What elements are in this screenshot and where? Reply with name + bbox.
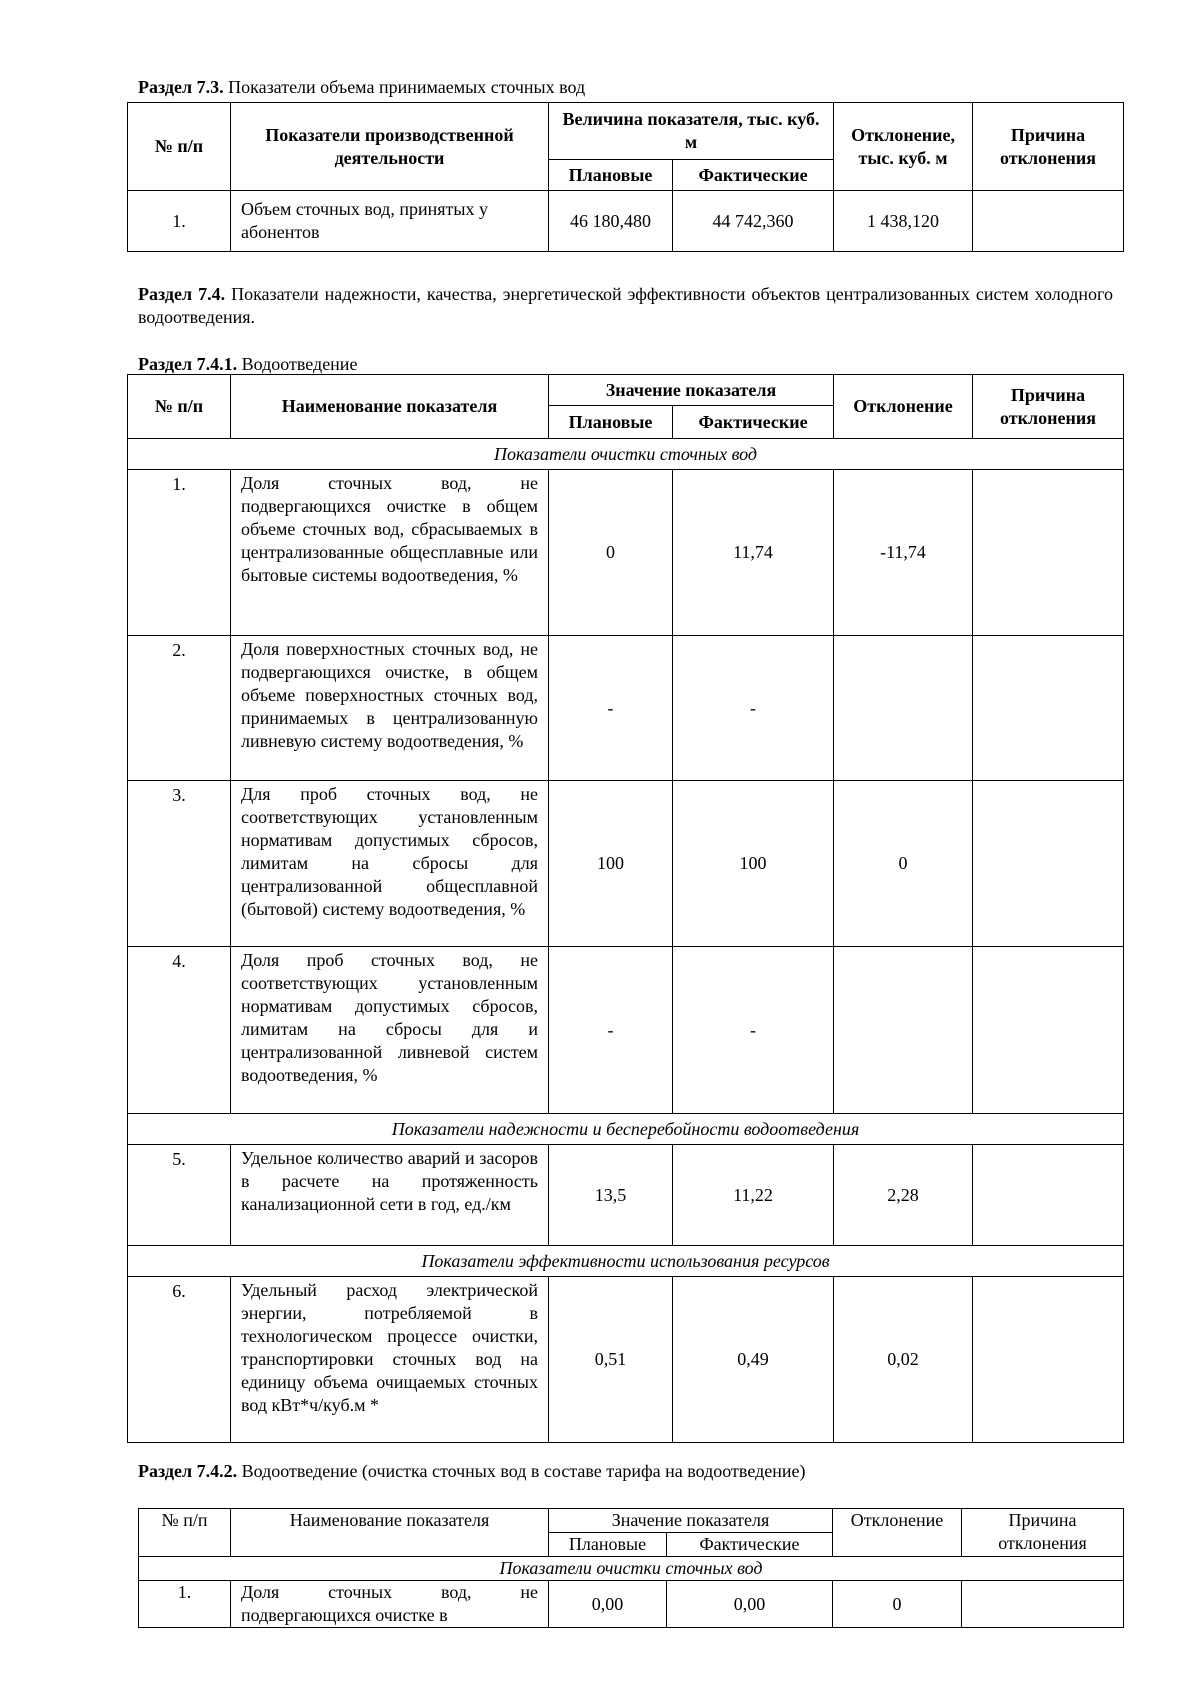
cell-name: Доля поверхностных сточных вод, не подвергающихся очистке, в общем объеме поверхностных сточных вод, принимаемых в централизованную ливневую систему водоотведения, % bbox=[231, 636, 549, 781]
cell-deviation: 0 bbox=[833, 1581, 962, 1628]
cell-reason bbox=[962, 1581, 1124, 1628]
cell-name: Доля сточных вод, не подвергающихся очистке в bbox=[231, 1581, 549, 1628]
cell-name: Удельное количество аварий и засоров в расчете на протяженность канализационной сети в год, ед./км bbox=[231, 1145, 549, 1246]
cell-fact: 0,49 bbox=[673, 1277, 834, 1443]
cell-deviation: 1 438,120 bbox=[834, 191, 973, 252]
table-row bbox=[139, 1581, 1124, 1628]
cell-reason bbox=[973, 470, 1124, 636]
cell-name: Удельный расход электрической энергии, потребляемой в технологическом процессе очистки, транспортировки сточных вод на единицу объема очищаемых сточных вод кВт*ч/куб.м * bbox=[231, 1277, 549, 1443]
cell-num: 6. bbox=[128, 1277, 231, 1443]
col-header-reason: Причина отклонения bbox=[973, 103, 1124, 191]
cell-num: 4. bbox=[128, 947, 231, 1114]
cell-fact: - bbox=[673, 636, 834, 781]
section-label: Показатели очистки сточных вод bbox=[139, 1557, 1124, 1581]
section-7-4-title: Раздел 7.4. Показатели надежности, качества, энергетической эффективности объектов централизованных систем холодного водоотведения. bbox=[138, 284, 1113, 327]
cell-num: 1. bbox=[128, 470, 231, 636]
col-header-plan: Плановые bbox=[549, 160, 673, 191]
cell-num: 5. bbox=[128, 1145, 231, 1246]
table-row bbox=[128, 470, 1124, 636]
cell-name: Доля сточных вод, не подвергающихся очистке в общем объеме сточных вод, сбрасываемых в централизованные общесплавные или бытовые системы водоотведения, % bbox=[231, 470, 549, 636]
col-header-value: Величина показателя, тыс. куб. м bbox=[549, 103, 834, 160]
section-row bbox=[139, 1557, 1124, 1581]
section-7-3-title: Раздел 7.3. Показатели объема принимаемых сточных вод bbox=[138, 77, 586, 97]
col-header-plan: Плановые bbox=[549, 406, 673, 439]
section-row bbox=[128, 1246, 1124, 1277]
cell-plan: - bbox=[549, 947, 673, 1114]
cell-deviation: 2,28 bbox=[834, 1145, 973, 1246]
table-7-4-1 bbox=[127, 374, 1124, 1443]
cell-deviation: 0 bbox=[834, 781, 973, 947]
section-label: Показатели эффективности использования ресурсов bbox=[128, 1246, 1124, 1277]
col-header-deviation: Отклонение bbox=[833, 1509, 962, 1557]
cell-plan: 0 bbox=[549, 470, 673, 636]
col-header-fact: Фактические bbox=[667, 1533, 833, 1557]
col-header-deviation: Отклонение, тыс. куб. м bbox=[834, 103, 973, 191]
cell-fact: 11,22 bbox=[673, 1145, 834, 1246]
col-header-value: Значение показателя bbox=[549, 375, 834, 406]
cell-reason bbox=[973, 1145, 1124, 1246]
cell-plan: - bbox=[549, 636, 673, 781]
col-header-name: Наименование показателя bbox=[231, 375, 549, 439]
col-header-deviation: Отклонение bbox=[834, 375, 973, 439]
cell-fact: 44 742,360 bbox=[673, 191, 834, 252]
cell-fact: - bbox=[673, 947, 834, 1114]
col-header-num: № п/п bbox=[128, 375, 231, 439]
col-header-name: Наименование показателя bbox=[231, 1509, 549, 1557]
cell-plan: 46 180,480 bbox=[549, 191, 673, 252]
col-header-num: № п/п bbox=[128, 103, 231, 191]
cell-num: 1. bbox=[139, 1581, 231, 1628]
cell-num: 3. bbox=[128, 781, 231, 947]
table-row bbox=[128, 191, 1124, 252]
section-7-4-2-title: Раздел 7.4.2. Водоотведение (очистка сточных вод в составе тарифа на водоотведение) bbox=[138, 1461, 806, 1481]
col-header-name: Показатели производственной деятельности bbox=[231, 103, 549, 191]
cell-plan: 0,51 bbox=[549, 1277, 673, 1443]
cell-deviation: 0,02 bbox=[834, 1277, 973, 1443]
section-row bbox=[128, 439, 1124, 470]
section-label: Показатели надежности и бесперебойности водоотведения bbox=[128, 1114, 1124, 1145]
cell-reason bbox=[973, 1277, 1124, 1443]
section-row bbox=[128, 1114, 1124, 1145]
cell-fact: 100 bbox=[673, 781, 834, 947]
cell-plan: 13,5 bbox=[549, 1145, 673, 1246]
col-header-reason: Причина отклонения bbox=[962, 1509, 1124, 1557]
cell-reason bbox=[973, 947, 1124, 1114]
col-header-reason: Причина отклонения bbox=[973, 375, 1124, 439]
cell-deviation bbox=[834, 947, 973, 1114]
col-header-value: Значение показателя bbox=[549, 1509, 833, 1533]
table-7-3 bbox=[127, 102, 1124, 252]
table-row bbox=[128, 781, 1124, 947]
cell-deviation: -11,74 bbox=[834, 470, 973, 636]
cell-name: Объем сточных вод, принятых у абонентов bbox=[231, 191, 549, 252]
cell-plan: 0,00 bbox=[549, 1581, 667, 1628]
cell-reason bbox=[973, 191, 1124, 252]
cell-reason bbox=[973, 636, 1124, 781]
cell-plan: 100 bbox=[549, 781, 673, 947]
cell-fact: 11,74 bbox=[673, 470, 834, 636]
cell-num: 2. bbox=[128, 636, 231, 781]
table-row bbox=[128, 1277, 1124, 1443]
table-row bbox=[128, 1145, 1124, 1246]
cell-num: 1. bbox=[128, 191, 231, 252]
section-7-4-1-title: Раздел 7.4.1. Водоотведение bbox=[138, 354, 358, 374]
cell-fact: 0,00 bbox=[667, 1581, 833, 1628]
cell-reason bbox=[973, 781, 1124, 947]
section-label: Показатели очистки сточных вод bbox=[128, 439, 1124, 470]
col-header-fact: Фактические bbox=[673, 406, 834, 439]
col-header-fact: Фактические bbox=[673, 160, 834, 191]
table-7-4-2 bbox=[138, 1508, 1124, 1628]
cell-name: Для проб сточных вод, не соответствующих установленным нормативам допустимых сбросов, лимитам на сбросы для централизованной общесплавной (бытовой) систему водоотведения, % bbox=[231, 781, 549, 947]
col-header-num: № п/п bbox=[139, 1509, 231, 1557]
cell-name: Доля проб сточных вод, не соответствующих установленным нормативам допустимых сбросов, лимитам на сбросы для и централизованной ливневой систем водоотведения, % bbox=[231, 947, 549, 1114]
col-header-plan: Плановые bbox=[549, 1533, 667, 1557]
cell-deviation bbox=[834, 636, 973, 781]
table-row bbox=[128, 636, 1124, 781]
table-row bbox=[128, 947, 1124, 1114]
